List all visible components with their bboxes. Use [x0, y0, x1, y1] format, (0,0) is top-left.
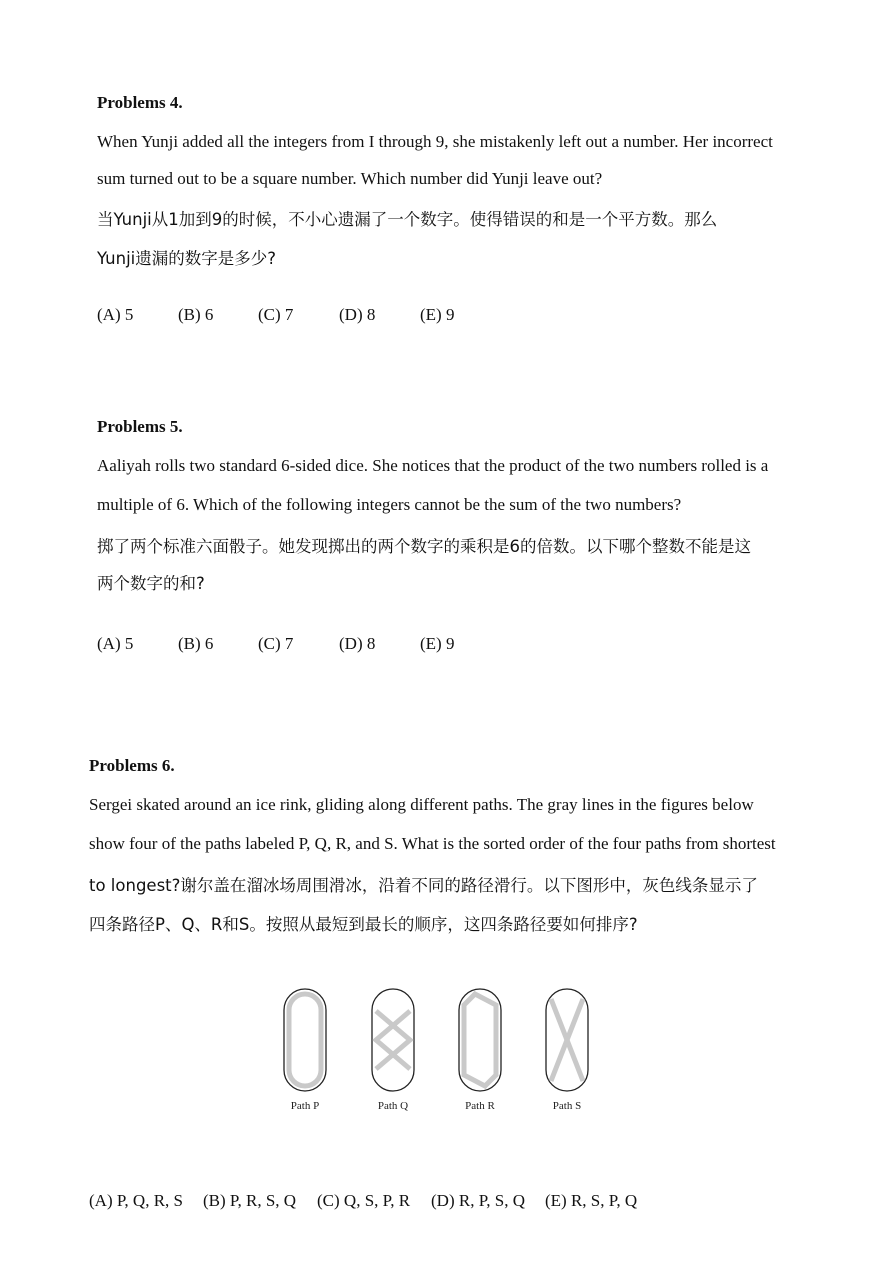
problem-text-line-mixed: to longest?谢尔盖在溜冰场周围滑冰，沿着不同的路径滑行。以下图形中，灰色线条显示了 [89, 876, 758, 895]
answer-choice-a: (A) P, Q, R, S [89, 1191, 183, 1210]
ice-rink-paths-figure [270, 985, 610, 1115]
answer-choice-e: (E) R, S, P, Q [545, 1191, 638, 1210]
answer-choice-e: (E) 9 [420, 305, 455, 324]
path-s-label: Path S [552, 1100, 582, 1112]
problem-text-line: multiple of 6. Which of the following integers cannot be the sum of the two numbers? [97, 495, 682, 514]
answer-choice-b: (B) P, R, S, Q [203, 1191, 297, 1210]
problem-text-line-cn: Yunji遗漏的数字是多少? [97, 249, 277, 268]
problem-text-line: show four of the paths labeled P, Q, R, and S. What is the sorted order of the four paths from shortest [89, 834, 776, 853]
answer-choice-c: (C) Q, S, P, R [317, 1191, 411, 1210]
answer-choice-a: (A) 5 [97, 305, 134, 324]
path-p-label: Path P [290, 1100, 320, 1112]
answer-choice-d: (D) 8 [339, 305, 376, 324]
answer-choice-d: (D) R, P, S, Q [431, 1191, 525, 1210]
path-s-diagram [546, 989, 588, 1091]
problem-text-line: When Yunji added all the integers from I through 9, she mistakenly left out a number. Her incorrect [97, 132, 773, 151]
answer-choice-a: (A) 5 [97, 634, 134, 653]
problem-text-line-cn: 四条路径P、Q、R和S。按照从最短到最长的顺序，这四条路径要如何排序? [89, 915, 638, 934]
answer-choice-c: (C) 7 [258, 305, 294, 324]
problem-text-line: Sergei skated around an ice rink, gliding along different paths. The gray lines in the figures below [89, 795, 754, 814]
problem-text-line: sum turned out to be a square number. Which number did Yunji leave out? [97, 169, 603, 188]
path-q-diagram [372, 989, 414, 1091]
problem-text-line-cn: 当Yunji从1加到9的时候，不小心遗漏了一个数字。使得错误的和是一个平方数。那么 [97, 210, 718, 229]
answer-choice-c: (C) 7 [258, 634, 294, 653]
problem-text-line-cn: 掷了两个标准六面骰子。她发现掷出的两个数字的乘积是6的倍数。以下哪个整数不能是这 [97, 537, 751, 556]
path-q-label: Path Q [377, 1100, 409, 1112]
problem-text-line: Aaliyah rolls two standard 6-sided dice. She notices that the product of the two numbers rolled is a [97, 456, 769, 475]
problem-heading: Problems 4. [97, 93, 183, 112]
path-r-diagram [459, 989, 501, 1091]
answer-choice-b: (B) 6 [178, 634, 214, 653]
problem-heading: Problems 5. [97, 417, 183, 436]
problem-heading: Problems 6. [89, 756, 175, 775]
path-p-diagram [284, 989, 326, 1091]
answer-choice-e: (E) 9 [420, 634, 455, 653]
answer-choice-b: (B) 6 [178, 305, 214, 324]
problem-text-line-cn: 两个数字的和? [97, 574, 205, 593]
answer-choice-d: (D) 8 [339, 634, 376, 653]
path-r-label: Path R [465, 1100, 495, 1112]
